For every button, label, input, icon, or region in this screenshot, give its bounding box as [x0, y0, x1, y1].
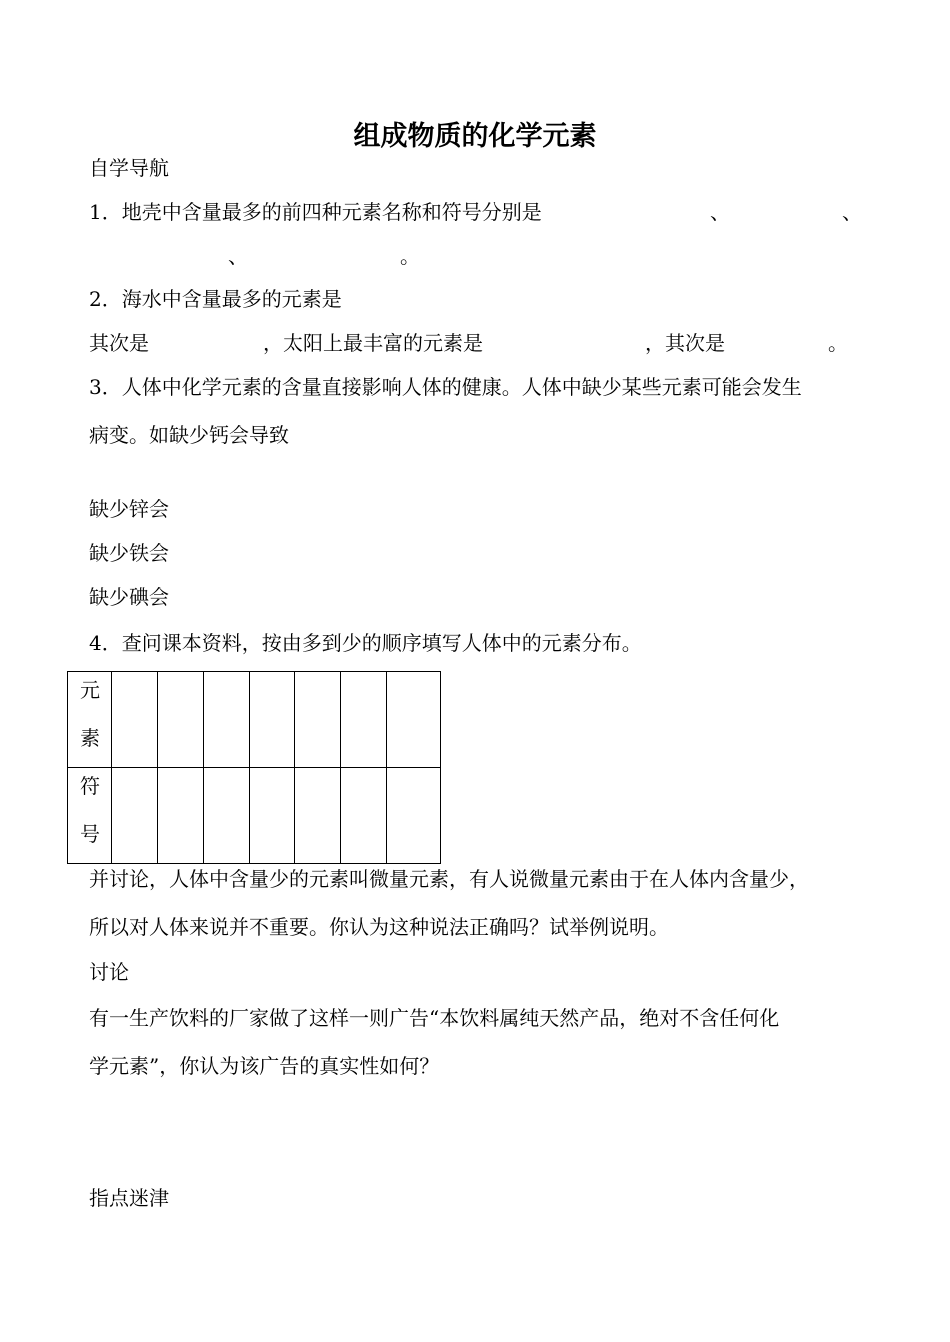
q2-line2-d: 。 [828, 331, 848, 355]
symbol-cell[interactable] [112, 768, 158, 864]
row-header-char: 符 [80, 774, 100, 798]
q2-line2-a: 其次是 [89, 331, 149, 355]
row-header-char: 号 [80, 822, 100, 846]
symbol-cell[interactable] [204, 768, 250, 864]
symbol-cell[interactable] [158, 768, 204, 864]
element-cell[interactable] [341, 672, 387, 768]
q1-end: 。 [400, 244, 420, 268]
element-cell[interactable] [158, 672, 204, 768]
question-1: 1．地壳中含量最多的前四种元素名称和符号分别是 [89, 200, 542, 224]
element-cell[interactable] [204, 672, 250, 768]
q2-line2-c: ，其次是 [645, 331, 725, 355]
q3-zinc: 缺少锌会 [89, 497, 169, 521]
table-row-elements [68, 672, 441, 768]
symbol-cell[interactable] [341, 768, 387, 864]
element-distribution-table [67, 671, 441, 864]
discussion-line1: 并讨论，人体中含量少的元素叫微量元素，有人说微量元素由于在人体内含量少， [89, 867, 809, 891]
table-row-symbols [68, 768, 441, 864]
section-self-study: 自学导航 [89, 156, 169, 180]
element-cell[interactable] [387, 672, 441, 768]
symbol-cell[interactable] [250, 768, 295, 864]
row-header-char: 素 [80, 726, 100, 750]
q1-separator-1: 、 [710, 200, 730, 224]
q1-separator-2: 、 [842, 200, 862, 224]
symbol-cell[interactable] [387, 768, 441, 864]
element-cell[interactable] [112, 672, 158, 768]
element-cell[interactable] [295, 672, 341, 768]
question-3-line1: 3．人体中化学元素的含量直接影响人体的健康。人体中缺少某些元素可能会发生 [89, 375, 802, 399]
q2-line2-b: ，太阳上最丰富的元素是 [263, 331, 483, 355]
row-header-elements [68, 672, 112, 768]
ad-question-line1: 有一生产饮料的厂家做了这样一则广告“本饮料属纯天然产品，绝对不含任何化 [89, 1006, 780, 1030]
discussion-line2: 所以对人体来说并不重要。你认为这种说法正确吗？试举例说明。 [89, 915, 669, 939]
row-header-char: 元 [80, 678, 100, 702]
symbol-cell[interactable] [295, 768, 341, 864]
q3-iron: 缺少铁会 [89, 541, 169, 565]
row-header-symbols [68, 768, 112, 864]
q1-separator-3: 、 [228, 244, 248, 268]
guidance-heading: 指点迷津 [89, 1186, 169, 1210]
question-4: 4．查问课本资料，按由多到少的顺序填写人体中的元素分布。 [89, 631, 642, 655]
question-3-line2: 病变。如缺少钙会导致 [89, 423, 289, 447]
question-2: 2．海水中含量最多的元素是 [89, 287, 342, 311]
page-title: 组成物质的化学元素 [353, 121, 597, 152]
element-cell[interactable] [250, 672, 295, 768]
ad-question-line2: 学元素”，你认为该广告的真实性如何？ [89, 1054, 440, 1078]
q3-iodine: 缺少碘会 [89, 585, 169, 609]
discuss-label: 讨论 [89, 960, 129, 984]
